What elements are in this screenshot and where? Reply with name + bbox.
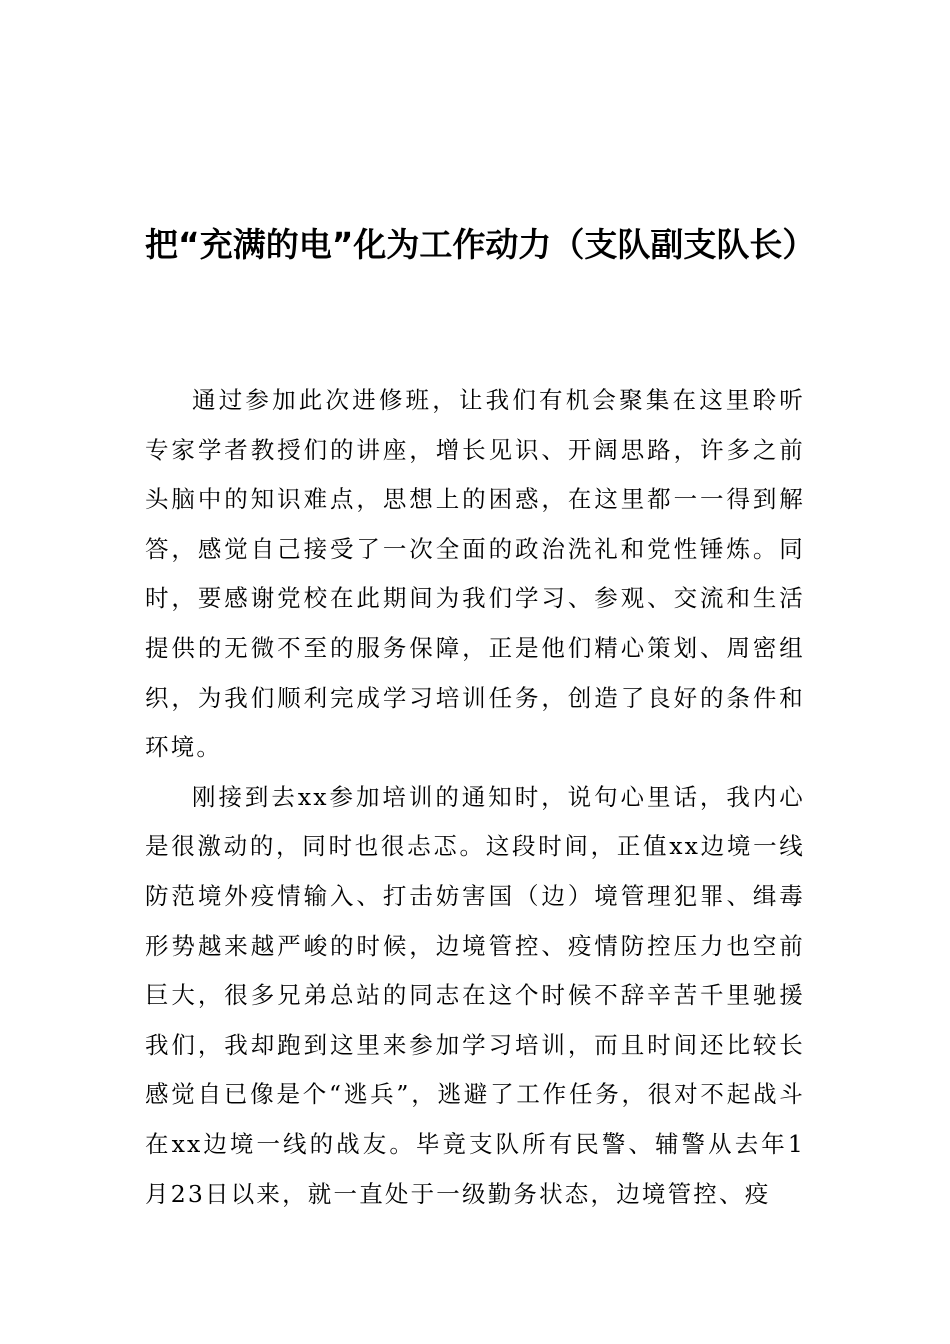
document-body <box>145 376 805 1219</box>
paragraph-2: 刚接到去xx参加培训的通知时，说句心里话，我内心是很激动的，同时也很忐忑。这段时间，正值xx边境一线防范境外疫情输入、打击妨害国（边）境管理犯罪、缉毒形势越来越严峻的时候，边境管控、疫情防控压力也空前巨大，很多兄弟总站的同志在这个时候不辞辛苦千里驰援我们，我却跑到这里来参加学习培训，而且时间还比较长感觉自已像是个“逃兵”，逃避了工作任务，很对不起战斗在xx边境一线的战友。毕竟支队所有民警、辅警从去年1月23日以来，就一直处于一级勤务状态，边境管控、疫 <box>145 782 805 1208</box>
document-title: 把“充满的电”化为工作动力（支队副支队长） <box>145 225 816 264</box>
paragraph-1: 通过参加此次进修班，让我们有机会聚集在这里聆听专家学者教授们的讲座，增长见识、开阔思路，许多之前头脑中的知识难点，思想上的困惑，在这里都一一得到解答，感觉自己接受了一次全面的政治洗礼和党性锤炼。同时，要感谢党校在此期间为我们学习、参观、交流和生活提供的无微不至的服务保障，正是他们精心策划、周密组织，为我们顺利完成学习培训任务，创造了良好的条件和环境。 <box>145 386 805 762</box>
